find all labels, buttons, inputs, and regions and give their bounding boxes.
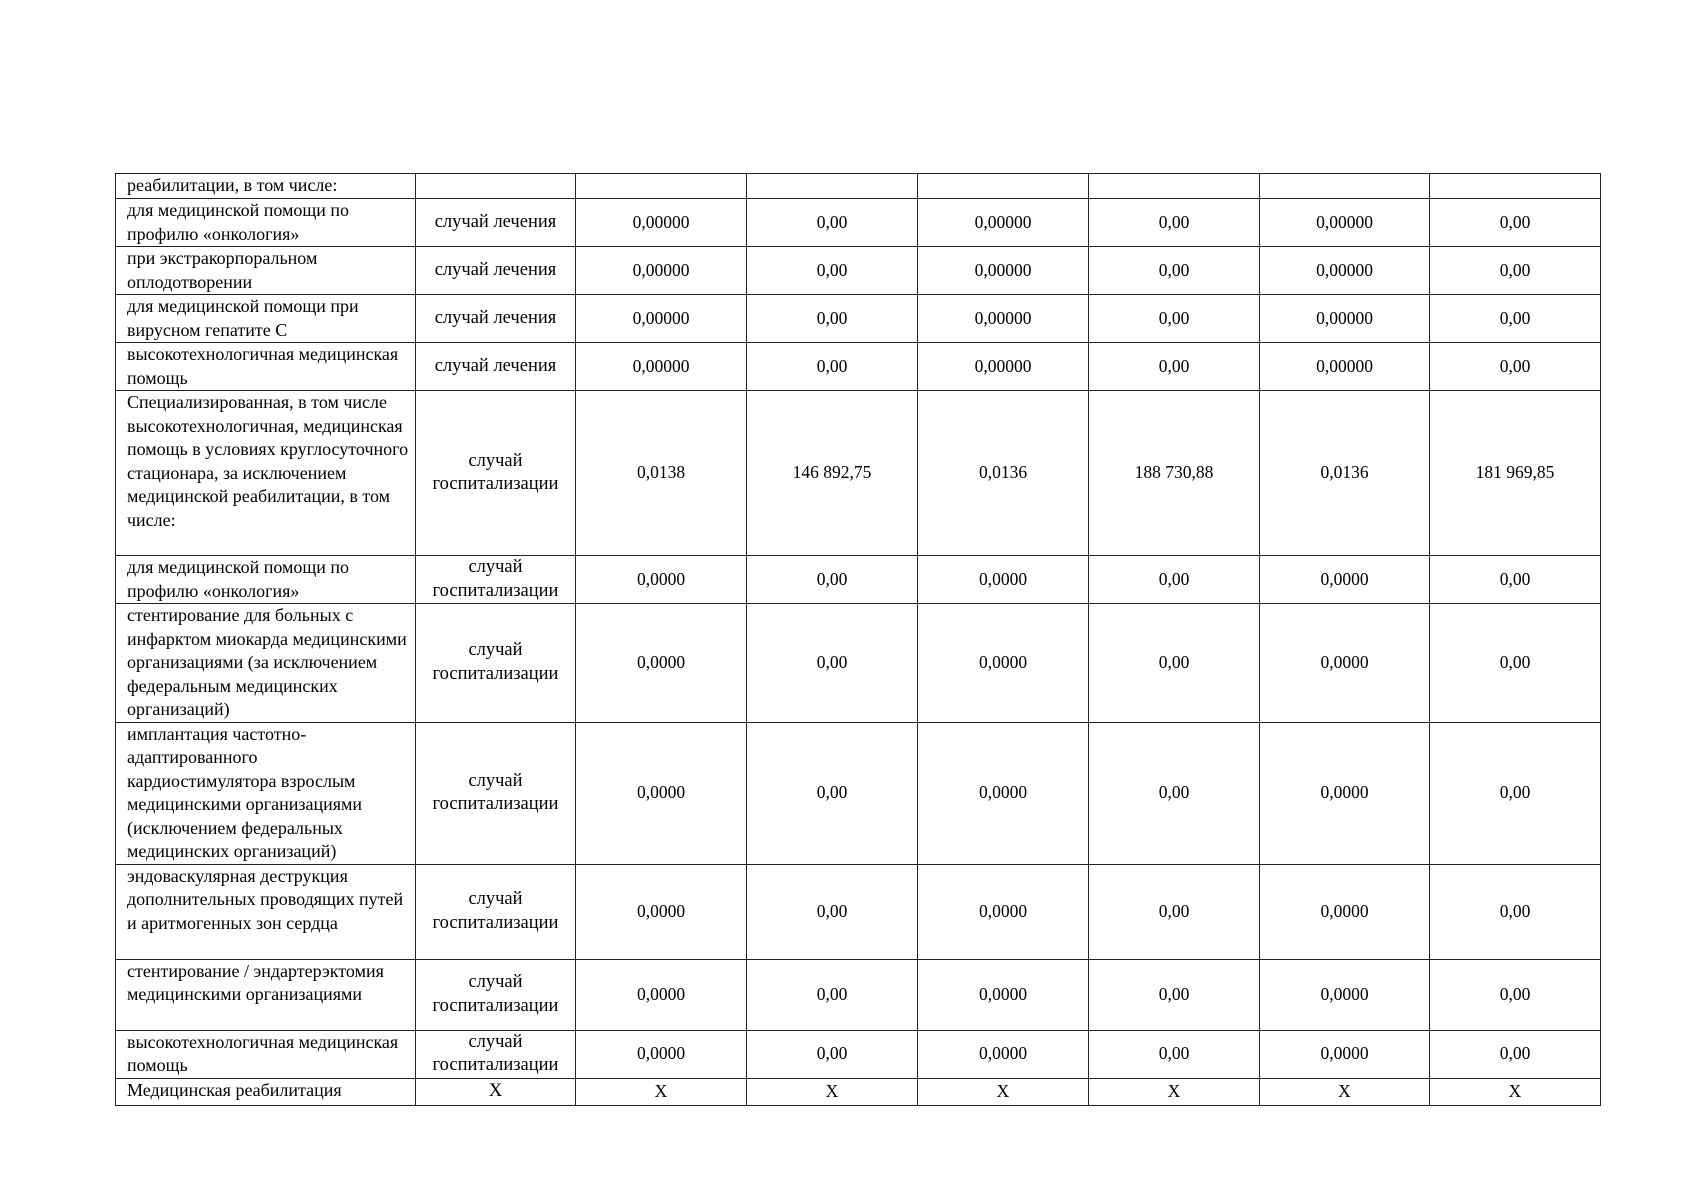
value-cell: 0,0000 [576,604,747,723]
row-label-cell: высокотехнологичная медицинская помощь [116,343,416,391]
value-cell: 0,00 [1430,556,1601,604]
value-cell: 0,0000 [576,1030,747,1078]
value-cell: 0,00 [1430,199,1601,247]
value-cell: Х [576,1078,747,1105]
unit-cell: случай лечения [416,247,576,295]
value-cell: 0,00 [1430,604,1601,723]
table-row [116,1030,1601,1078]
value-cell: 0,00 [1430,343,1601,391]
medical-care-table [115,173,1601,1106]
value-cell: 0,0000 [1260,722,1430,864]
row-label-cell: имплантация частотно-адаптированного кардиостимулятора взрослым медицинскими организациями (исключением федеральных медицинских организаций) [116,722,416,864]
table-row [116,174,1601,199]
value-cell: Х [1089,1078,1260,1105]
value-cell: 0,00 [747,199,918,247]
value-cell [918,174,1089,199]
value-cell: 0,0000 [576,722,747,864]
value-cell: 0,0000 [1260,604,1430,723]
row-label-cell: для медицинской помощи по профилю «онкология» [116,556,416,604]
value-cell: 0,00 [747,959,918,1030]
table-row [116,391,1601,556]
value-cell: 0,00 [1089,959,1260,1030]
value-cell: 0,00 [1430,247,1601,295]
value-cell: 0,0000 [918,959,1089,1030]
value-cell: 0,00 [747,604,918,723]
value-cell: 0,0000 [576,864,747,959]
value-cell: 0,00 [747,247,918,295]
value-cell: 0,0000 [576,556,747,604]
row-label-cell: высокотехнологичная медицинская помощь [116,1030,416,1078]
value-cell: 0,00000 [918,199,1089,247]
value-cell: 0,00000 [1260,343,1430,391]
value-cell: 0,0000 [1260,556,1430,604]
value-cell: 0,00 [1089,604,1260,723]
value-cell: 0,00 [1089,199,1260,247]
value-cell: 0,00 [1430,295,1601,343]
row-label-cell: для медицинской помощи по профилю «онкология» [116,199,416,247]
row-label-cell: реабилитации, в том числе: [116,174,416,199]
value-cell: 0,0000 [1260,1030,1430,1078]
value-cell: 0,00 [747,722,918,864]
value-cell: 0,0000 [1260,864,1430,959]
table-row [116,247,1601,295]
value-cell: 0,00 [747,556,918,604]
value-cell: 0,00 [1089,864,1260,959]
value-cell: 0,00 [747,343,918,391]
value-cell: Х [918,1078,1089,1105]
value-cell: 0,00000 [1260,295,1430,343]
unit-cell: случай госпитализации [416,1030,576,1078]
table-row [116,343,1601,391]
value-cell: 0,0000 [918,604,1089,723]
value-cell [747,174,918,199]
value-cell: 0,0000 [918,556,1089,604]
value-cell: 0,0000 [576,959,747,1030]
value-cell: 0,00000 [576,247,747,295]
value-cell: 0,0000 [918,864,1089,959]
table-row [116,722,1601,864]
value-cell: 0,00 [1430,722,1601,864]
row-label-cell: эндоваскулярная деструкция дополнительных проводящих путей и аритмогенных зон сердца [116,864,416,959]
value-cell: 0,0000 [1260,959,1430,1030]
unit-cell: случай лечения [416,199,576,247]
value-cell: Х [1260,1078,1430,1105]
value-cell: 0,00 [1430,959,1601,1030]
value-cell: 0,00 [1089,295,1260,343]
row-label-cell: стентирование для больных с инфарктом миокарда медицинскими организациями (за исключением федеральным медицинских организаций) [116,604,416,723]
value-cell: 0,00000 [576,199,747,247]
value-cell [1089,174,1260,199]
unit-cell: случай госпитализации [416,959,576,1030]
value-cell: 0,00 [1089,343,1260,391]
value-cell: 0,00000 [576,343,747,391]
table-body [116,174,1601,1106]
value-cell: 0,00000 [1260,247,1430,295]
value-cell: 0,00 [747,1030,918,1078]
row-label-cell: при экстракорпоральном оплодотворении [116,247,416,295]
value-cell: 0,00000 [576,295,747,343]
value-cell: Х [747,1078,918,1105]
value-cell: 0,00000 [918,295,1089,343]
unit-cell: случай госпитализации [416,864,576,959]
table-row [116,959,1601,1030]
unit-cell: случай госпитализации [416,556,576,604]
value-cell [1430,174,1601,199]
value-cell: 0,00 [747,864,918,959]
unit-cell [416,174,576,199]
value-cell: 188 730,88 [1089,391,1260,556]
value-cell: 146 892,75 [747,391,918,556]
table-row [116,199,1601,247]
value-cell: 0,00000 [918,343,1089,391]
value-cell: 0,00 [747,295,918,343]
value-cell: 0,0000 [918,722,1089,864]
value-cell [576,174,747,199]
value-cell: 0,00 [1430,1030,1601,1078]
unit-cell: случай госпитализации [416,604,576,723]
value-cell: 0,00 [1089,1030,1260,1078]
table-row [116,295,1601,343]
value-cell: 0,00 [1089,247,1260,295]
unit-cell: случай госпитализации [416,391,576,556]
value-cell [1260,174,1430,199]
unit-cell: случай лечения [416,295,576,343]
value-cell: 0,00 [1089,722,1260,864]
value-cell: 0,00000 [918,247,1089,295]
unit-cell: Х [416,1078,576,1105]
table-row [116,556,1601,604]
unit-cell: случай лечения [416,343,576,391]
row-label-cell: для медицинской помощи при вирусном гепатите С [116,295,416,343]
value-cell: 0,0000 [918,1030,1089,1078]
table-row [116,864,1601,959]
row-label-cell: стентирование / эндартерэктомия медицинскими организациями [116,959,416,1030]
value-cell: 0,00 [1089,556,1260,604]
value-cell: 181 969,85 [1430,391,1601,556]
value-cell: 0,0136 [1260,391,1430,556]
value-cell: Х [1430,1078,1601,1105]
row-label-cell: Специализированная, в том числе высокотехнологичная, медицинская помощь в условиях круглосуточного стационара, за исключением медицинской реабилитации, в том числе: [116,391,416,556]
table-row [116,604,1601,723]
row-label-cell: Медицинская реабилитация [116,1078,416,1105]
value-cell: 0,0136 [918,391,1089,556]
unit-cell: случай госпитализации [416,722,576,864]
value-cell: 0,0138 [576,391,747,556]
table-row [116,1078,1601,1105]
value-cell: 0,00000 [1260,199,1430,247]
value-cell: 0,00 [1430,864,1601,959]
